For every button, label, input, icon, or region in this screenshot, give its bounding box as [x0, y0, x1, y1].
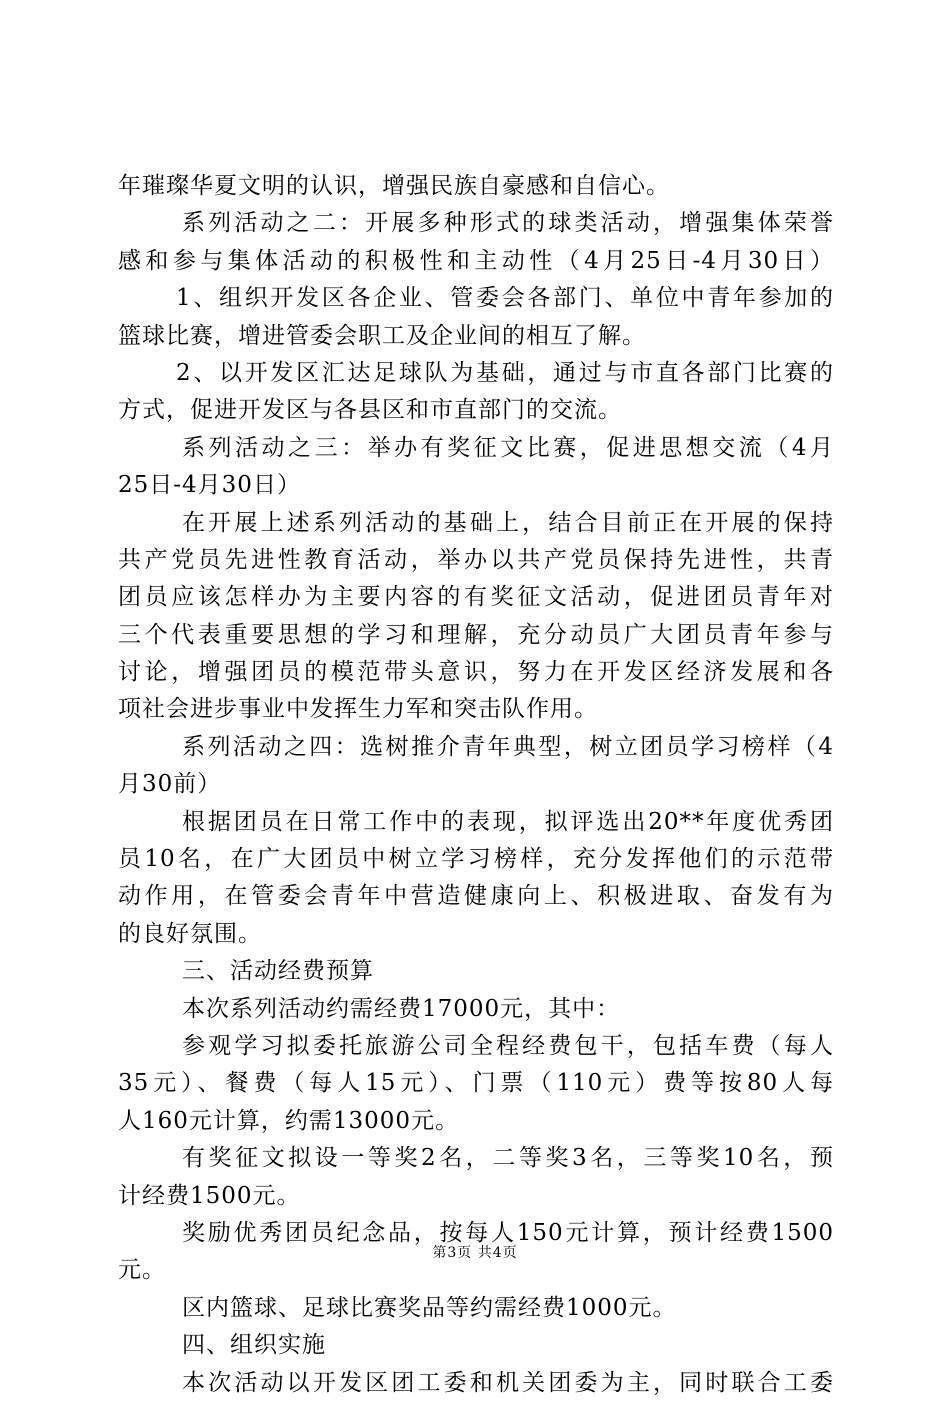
paragraph-line: 员10名，在广大团员中树立学习榜样，充分发挥他们的示范带: [118, 846, 834, 873]
paragraph-line: 根据团员在日常工作中的表现，拟评选出20**年度优秀团: [182, 808, 834, 835]
paragraph-line: 团员应该怎样办为主要内容的有奖征文活动，促进团员青年对: [118, 584, 834, 611]
paragraph-line: 元。: [118, 1257, 166, 1284]
paragraph-line: 年璀璨华夏文明的认识，增强民族自豪感和自信心。: [118, 173, 670, 199]
paragraph-line: 方式，促进开发区与各县区和市直部门的交流。: [118, 397, 622, 424]
paragraph-line: 月30前）: [118, 771, 222, 798]
paragraph-line: 动作用，在管委会青年中营造健康向上、积极进取、奋发有为: [118, 883, 834, 910]
paragraph-line: 项社会进步事业中发挥生力军和突击队作用。: [118, 696, 598, 723]
paragraph-line: 1、组织开发区各企业、管委会各部门、单位中青年参加的: [176, 285, 834, 312]
paragraph-line: 计经费1500元。: [118, 1182, 301, 1209]
page-number: 第3页 共4页: [432, 1245, 518, 1261]
paragraph-line: 在开展上述系列活动的基础上，结合目前正在开展的保持: [182, 509, 834, 536]
paragraph-line: 本次系列活动约需经费17000元，其中：: [182, 995, 621, 1022]
paragraph-line: 的良好氛围。: [118, 920, 262, 947]
page-footer: [0, 1243, 950, 1263]
paragraph-line: 共产党员先进性教育活动，举办以共产党员保持先进性，共青: [118, 546, 834, 573]
paragraph-line: 2、以开发区汇达足球队为基础，通过与市直各部门比赛的: [176, 359, 834, 386]
section-heading: 四、组织实施: [182, 1332, 326, 1359]
paragraph-line: 人160元计算，约需13000元。: [118, 1107, 460, 1134]
paragraph-line: 感和参与集体活动的积极性和主动性（4月25日-4月30日）: [118, 247, 834, 274]
paragraph-line: 系列活动之二：开展多种形式的球类活动，增强集体荣誉: [182, 210, 834, 237]
paragraph-line: 篮球比赛，增进管委会职工及企业间的相互了解。: [118, 322, 646, 349]
paragraph-line: 三个代表重要思想的学习和理解，充分动员广大团员青年参与: [118, 621, 834, 648]
paragraph-line: 奖励优秀团员纪念品，按每人150元计算，预计经费1500: [182, 1219, 834, 1246]
document-body: [118, 168, 834, 1402]
paragraph-line: 区内篮球、足球比赛奖品等约需经费1000元。: [182, 1294, 677, 1321]
section-heading: 三、活动经费预算: [182, 958, 374, 985]
paragraph-line: 本次活动以开发区团工委和机关团委为主，同时联合工委: [182, 1369, 834, 1396]
paragraph-line: 有奖征文拟设一等奖2名，二等奖3名，三等奖10名，预: [182, 1145, 834, 1172]
paragraph-line: 系列活动之四：选树推介青年典型，树立团员学习榜样（4: [182, 733, 834, 760]
paragraph-line: 参观学习拟委托旅游公司全程经费包干，包括车费（每人: [182, 1032, 834, 1059]
paragraph-line: 讨论，增强团员的模范带头意识，努力在开发区经济发展和各: [118, 659, 834, 686]
paragraph-line: 25日-4月30日）: [118, 472, 301, 499]
paragraph-line: 系列活动之三：举办有奖征文比赛，促进思想交流（4月: [182, 434, 834, 461]
paragraph-line: 35元）、餐费（每人15元）、门票（110元）费等按80人每: [118, 1070, 834, 1097]
